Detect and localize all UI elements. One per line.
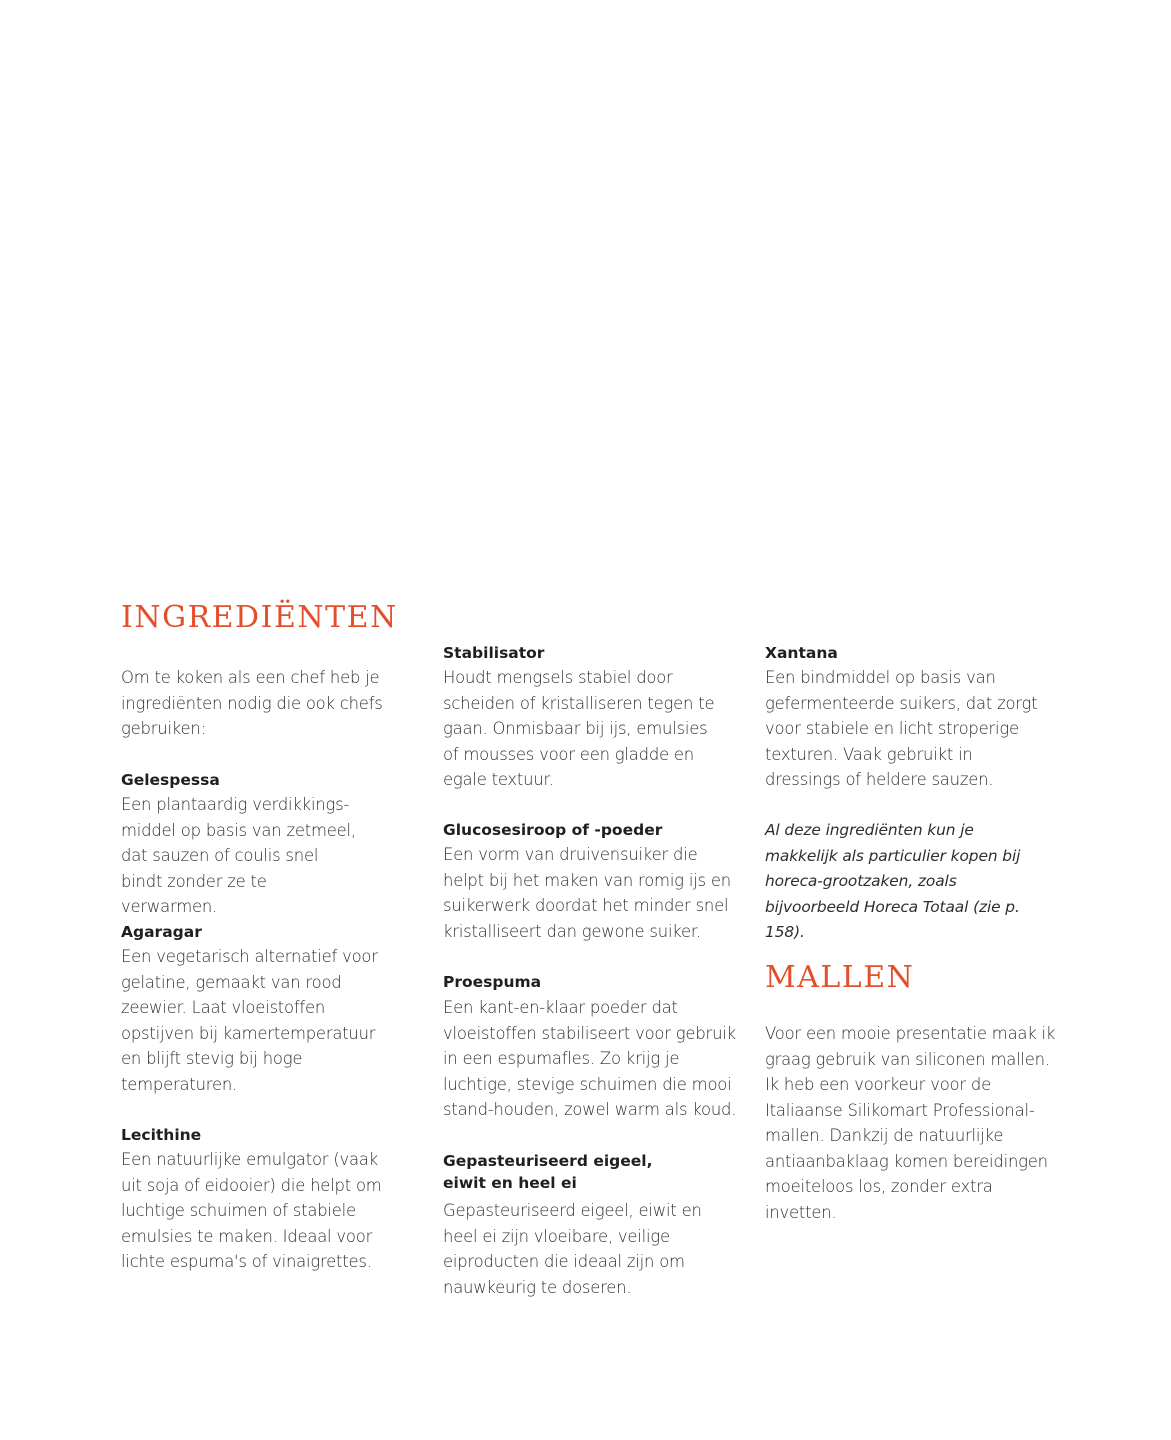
- molds-text: Voor een mooie presentatie maak ik graag gebruik van siliconen mallen. Ik heb een voorkeur voor de Italiaanse Silikomart Professional-mallen. Dankzij de natuurlijke antiaanbaklaag komen bereidingen moeiteloos los, zonder extra invetten.: [765, 1024, 1056, 1222]
- ingredients-note: Al deze ingrediënten kun je makkelijk als particulier kopen bij horeca-grootzaken, zoals bijvoorbeeld Horeca Totaal (zie p. 158).: [765, 821, 1021, 941]
- item-title-proespuma: Proespuma: [443, 973, 542, 991]
- item-text-lecithine: Een natuurlijke emulgator (vaak uit soja of eidooier) die helpt om luchtige schuimen of stabiele emulsies te maken. Ideaal voor lichte espuma's of vinaigrettes.: [121, 1150, 382, 1271]
- item-text-agaragar: Een vegetarisch alternatief voor gelatine, gemaakt van rood zeewier. Laat vloeistoffen opstijven bij kamertemperatuur en blijft stevig bij hoge temperaturen.: [121, 947, 378, 1094]
- item-title-glucosesiroop: Glucosesiroop of -poeder: [443, 821, 663, 839]
- item-title-gepasteuriseerd: Gepasteuriseerd eigeel, eiwit en heel ei: [443, 1152, 653, 1192]
- item-text-stabilisator: Houdt mengsels stabiel door scheiden of kristalliseren tegen te gaan. Onmisbaar bij ijs, emulsies of mousses voor een gladde en egale textuur.: [443, 668, 715, 789]
- item-text-gepasteuriseerd: Gepasteuriseerd eigeel, eiwit en heel ei zijn vloeibare, veilige eiproducten die ideaal zijn om nauwkeurig te doseren.: [443, 1201, 702, 1297]
- item-text-gelespessa: Een plantaardig verdikkings-middel op basis van zetmeel, dat sauzen of coulis snel bindt zonder ze te verwarmen.: [121, 795, 356, 916]
- ingredients-intro: Om te koken als een chef heb je ingrediënten nodig die ook chefs gebruiken:: [121, 668, 383, 738]
- item-title-stabilisator: Stabilisator: [443, 644, 545, 662]
- item-text-glucosesiroop: Een vorm van druivensuiker die helpt bij het maken van romig ijs en suikerwerk doordat het minder snel kristalliseert dan gewone suiker.: [443, 845, 731, 941]
- item-title-xantana: Xantana: [765, 644, 838, 662]
- item-text-xantana: Een bindmiddel op basis van gefermenteerde suikers, dat zorgt voor stabiele en licht stroperige texturen. Vaak gebruikt in dressings of heldere sauzen.: [765, 668, 1038, 789]
- ingredients-heading: INGREDIËNTEN: [121, 600, 398, 635]
- item-title-lecithine: Lecithine: [121, 1126, 202, 1144]
- molds-heading: MALLEN: [765, 960, 915, 995]
- item-title-agaragar: Agaragar: [121, 923, 202, 941]
- item-text-proespuma: Een kant-en-klaar poeder dat vloeistoffen stabiliseert voor gebruik in een espumafles. Zo krijg je luchtige, stevige schuimen die mooi stand-houden, zowel warm als koud.: [443, 998, 737, 1119]
- item-title-gelespessa: Gelespessa: [121, 771, 220, 789]
